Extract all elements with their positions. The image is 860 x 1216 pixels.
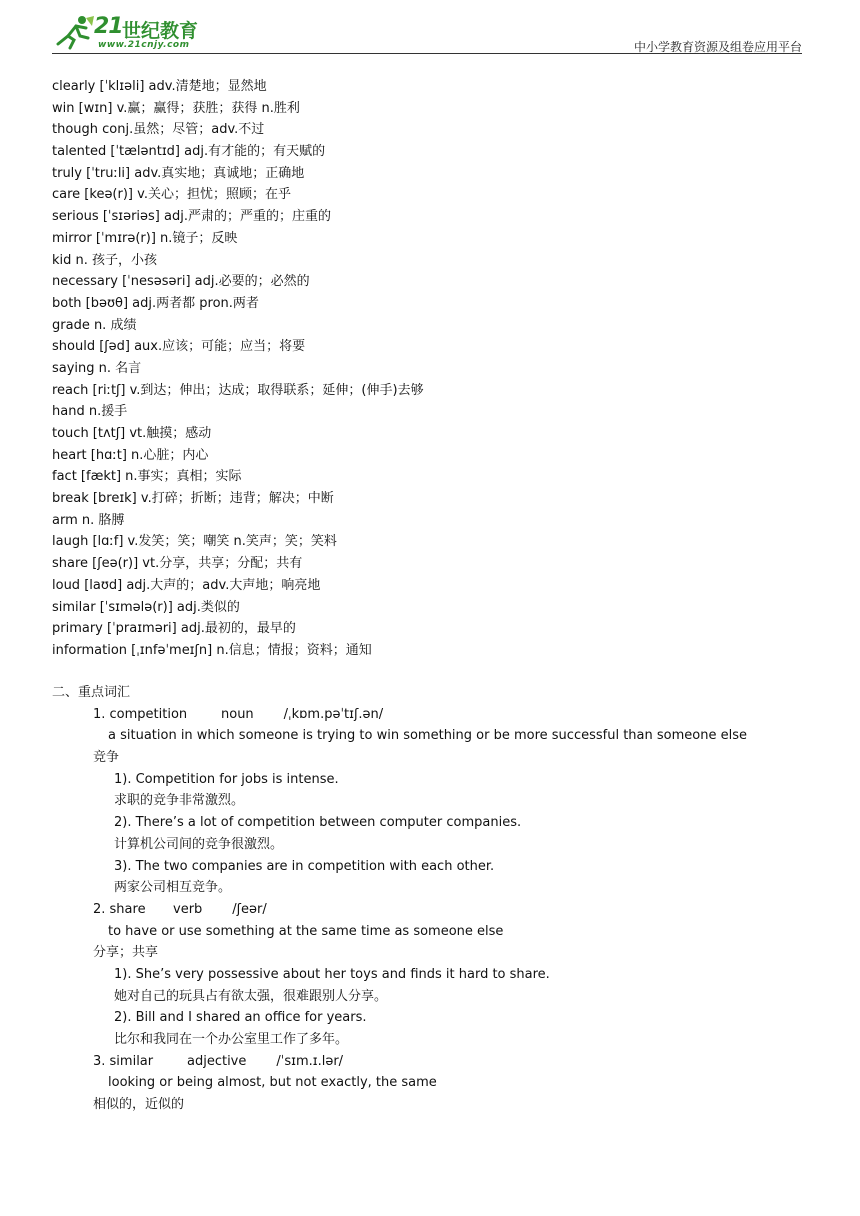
entry-meaning: 相似的，近似的 (93, 1097, 185, 1113)
vocab-item: serious [ˈsɪəriəs] adj.严肃的；严重的；庄重的 (52, 209, 331, 225)
logo (52, 12, 222, 54)
entry-definition: a situation in which someone is trying to win something or be more successful than someone else (108, 728, 747, 744)
vocab-item: hand n.援手 (52, 404, 128, 420)
vocab-item: talented [ˈtæləntɪd] adj.有才能的；有天赋的 (52, 144, 326, 160)
example-zh: 求职的竞争非常激烈。 (114, 793, 245, 809)
entry-meaning: 分享；共享 (93, 945, 159, 961)
vocab-item: loud [laʊd] adj.大声的；adv.大声地；响亮地 (52, 577, 321, 593)
example-en: 1). She’s very possessive about her toys and finds it hard to share. (114, 966, 550, 982)
vocab-item: break [breɪk] v.打碎；折断；违背；解决；中断 (52, 491, 334, 507)
vocab-item: both [bəʊθ] adj.两者都 pron.两者 (52, 295, 259, 311)
vocab-item: care [keə(r)] v.关心；担忧；照顾；在乎 (52, 187, 291, 203)
entry-pron: /ˈsɪm.ɪ.lər/ (276, 1053, 344, 1069)
example-zh: 比尔和我同在一个办公室里工作了多年。 (114, 1032, 349, 1047)
vocab-item: clearly [ˈklɪəli] adv.清楚地；显然地 (52, 79, 267, 94)
entry-meaning: 竞争 (93, 750, 120, 766)
logo-number: 21 (94, 14, 123, 39)
platform-name: 中小学教育资源及组卷应用平台 (633, 40, 802, 54)
logo-url: www.21cnjy.com (98, 40, 190, 50)
vocab-item: win [wɪn] v.赢；赢得；获胜；获得 n.胜利 (52, 100, 300, 116)
entry-pron: /ʃeər/ (232, 901, 267, 917)
runner-logo-icon (52, 14, 96, 50)
entry-word: 1. competition (93, 706, 188, 722)
vocab-item: mirror [ˈmɪrə(r)] n.镜子；反映 (52, 230, 238, 246)
example-en: 2). There’s a lot of competition between computer companies. (114, 815, 522, 831)
vocab-item: arm n. 胳膊 (52, 512, 125, 528)
entry-word: 3. similar (93, 1053, 154, 1069)
vocab-item: should [ʃəd] aux.应该；可能；应当；将要 (52, 339, 306, 355)
example-en: 1). Competition for jobs is intense. (114, 771, 339, 787)
vocab-item: truly [ˈtruːli] adv.真实地；真诚地；正确地 (52, 165, 305, 181)
example-zh: 她对自己的玩具占有欲太强，很难跟别人分享。 (114, 988, 388, 1004)
vocab-item: information [ˌɪnfəˈmeɪʃn] n.信息；情报；资料；通知 (52, 642, 372, 658)
vocab-item: though conj.虽然；尽管；adv.不过 (52, 122, 265, 138)
vocab-item: similar [ˈsɪmələ(r)] adj.类似的 (52, 599, 240, 615)
entry-pron: /ˌkɒm.pəˈtɪʃ.ən/ (283, 706, 384, 722)
entry-definition: to have or use something at the same time as someone else (108, 923, 504, 939)
vocab-list (52, 76, 792, 662)
entry-pos: verb (173, 901, 203, 917)
vocab-item: laugh [lɑːf] v.发笑；笑；嘲笑 n.笑声；笑；笑料 (52, 534, 337, 550)
entry-pos: adjective (187, 1053, 247, 1069)
key-vocab-section (52, 682, 812, 1116)
header-divider (52, 53, 802, 54)
example-en: 3). The two companies are in competition with each other. (114, 858, 495, 874)
vocab-item: reach [riːtʃ] v.到达；伸出；达成；取得联系；延伸；(伸手)去够 (52, 382, 424, 398)
vocab-item: grade n. 成绩 (52, 317, 137, 333)
vocab-item: saying n. 名言 (52, 360, 142, 376)
example-zh: 两家公司相互竞争。 (114, 880, 232, 896)
entry-definition: looking or being almost, but not exactly, the same (108, 1075, 437, 1091)
vocab-item: fact [fækt] n.事实；真相；实际 (52, 469, 242, 485)
vocab-item: touch [tʌtʃ] vt.触摸；感动 (52, 426, 212, 441)
entry-word: 2. share (93, 901, 146, 917)
example-zh: 计算机公司间的竞争很激烈。 (114, 836, 284, 852)
logo-text: 世纪教育 (122, 20, 199, 42)
vocab-item: share [ʃeə(r)] vt.分享，共享；分配；共有 (52, 556, 303, 572)
entry-heading (52, 1051, 812, 1073)
entry-heading (52, 899, 812, 921)
example-en: 2). Bill and I shared an office for years. (114, 1010, 367, 1026)
vocab-item: necessary [ˈnesəsəri] adj.必要的；必然的 (52, 274, 310, 290)
vocab-item: primary [ˈpraɪməri] adj.最初的，最早的 (52, 621, 296, 637)
vocab-item: heart [hɑːt] n.心脏；内心 (52, 447, 209, 463)
section-title: 二、重点词汇 (52, 685, 131, 700)
entry-pos: noun (221, 706, 254, 722)
entry-heading (52, 704, 812, 726)
vocab-item: kid n. 孩子，小孩 (52, 252, 158, 268)
page-header (52, 12, 802, 54)
